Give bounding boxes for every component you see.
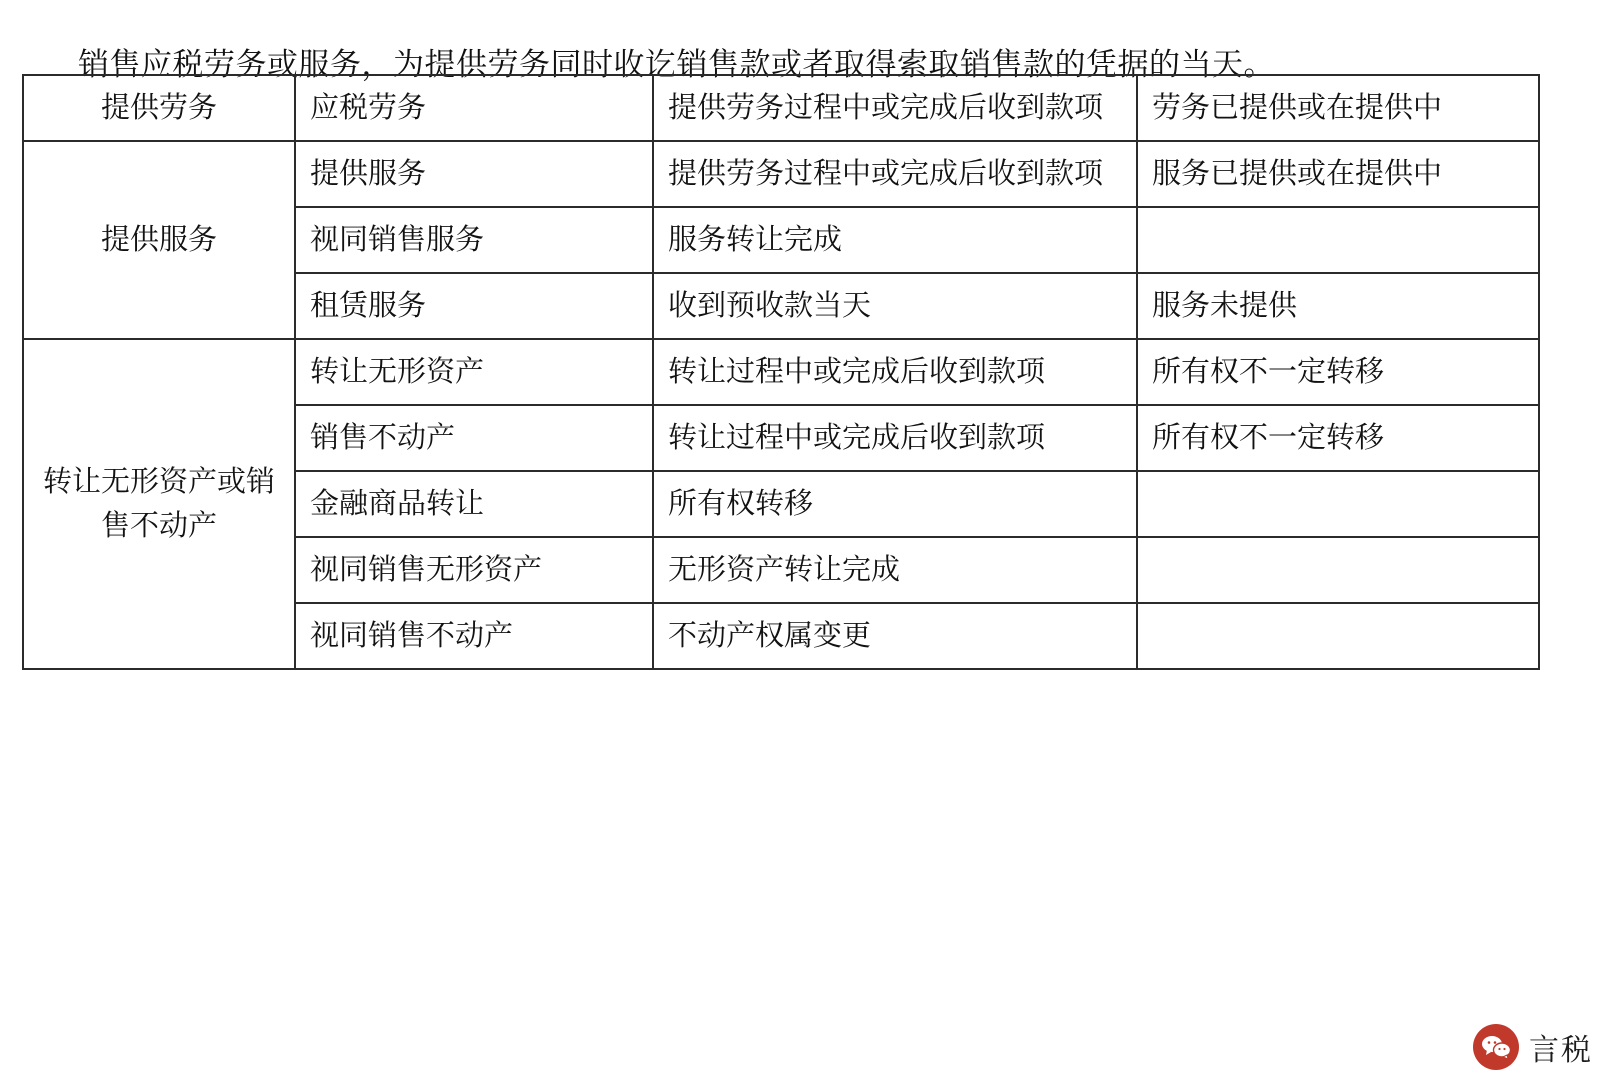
timing-label: 服务转让完成 <box>668 224 843 256</box>
row-timing-cell <box>653 339 1137 405</box>
timing-label: 无形资产转让完成 <box>668 554 901 586</box>
row-timing-cell <box>653 75 1137 141</box>
timing-label: 转让过程中或完成后收到款项 <box>668 422 1046 454</box>
row-item-cell <box>295 207 653 273</box>
row-note-cell <box>1137 537 1539 603</box>
row-timing-cell <box>653 603 1137 669</box>
item-label: 视同销售无形资产 <box>310 554 543 586</box>
timing-label: 所有权转移 <box>668 488 814 520</box>
item-label: 提供服务 <box>310 158 427 190</box>
note-label: 服务未提供 <box>1152 290 1298 322</box>
table-row <box>23 339 1539 405</box>
intro-paragraph: 销售应税劳务或服务，为提供劳务同时收讫销售款或者取得索取销售款的凭据的当天。 <box>78 47 1275 82</box>
row-note-cell <box>1137 405 1539 471</box>
row-note-cell <box>1137 141 1539 207</box>
row-timing-cell <box>653 141 1137 207</box>
row-timing-cell <box>653 207 1137 273</box>
item-label: 视同销售不动产 <box>310 620 514 652</box>
timing-label: 提供劳务过程中或完成后收到款项 <box>668 92 1104 124</box>
note-label: 劳务已提供或在提供中 <box>1152 92 1443 124</box>
row-note-cell <box>1137 471 1539 537</box>
note-label: 服务已提供或在提供中 <box>1152 158 1443 190</box>
item-label: 转让无形资产 <box>310 356 485 388</box>
row-timing-cell <box>653 471 1137 537</box>
row-note-cell <box>1137 339 1539 405</box>
row-category-cell <box>23 141 295 339</box>
watermark <box>1473 1024 1593 1070</box>
row-note-cell <box>1137 603 1539 669</box>
row-item-cell <box>295 141 653 207</box>
timing-label: 提供劳务过程中或完成后收到款项 <box>668 158 1104 190</box>
tax-timing-table <box>22 74 1540 670</box>
timing-label: 收到预收款当天 <box>668 290 872 322</box>
table-row <box>23 141 1539 207</box>
row-item-cell <box>295 339 653 405</box>
row-item-cell <box>295 75 653 141</box>
row-note-cell <box>1137 75 1539 141</box>
row-category-cell <box>23 339 295 669</box>
category-label: 提供劳务 <box>100 92 217 124</box>
category-label: 转让无形资产或销售不动产 <box>42 466 275 542</box>
wechat-icon <box>1473 1024 1519 1070</box>
row-item-cell <box>295 603 653 669</box>
timing-label: 不动产权属变更 <box>668 620 872 652</box>
row-timing-cell <box>653 405 1137 471</box>
row-timing-cell <box>653 273 1137 339</box>
note-label: 所有权不一定转移 <box>1152 422 1385 454</box>
item-label: 应税劳务 <box>310 92 427 124</box>
item-label: 金融商品转让 <box>310 488 485 520</box>
timing-label: 转让过程中或完成后收到款项 <box>668 356 1046 388</box>
row-timing-cell <box>653 537 1137 603</box>
item-label: 租赁服务 <box>310 290 427 322</box>
row-category-cell <box>23 75 295 141</box>
item-label: 视同销售服务 <box>310 224 485 256</box>
category-label: 提供服务 <box>100 224 217 256</box>
row-note-cell <box>1137 207 1539 273</box>
item-label: 销售不动产 <box>310 422 456 454</box>
table-row <box>23 75 1539 141</box>
row-item-cell <box>295 273 653 339</box>
row-note-cell <box>1137 273 1539 339</box>
row-item-cell <box>295 405 653 471</box>
row-item-cell <box>295 471 653 537</box>
note-label: 所有权不一定转移 <box>1152 356 1385 388</box>
row-item-cell <box>295 537 653 603</box>
brand-name: 言税 <box>1529 1034 1593 1067</box>
